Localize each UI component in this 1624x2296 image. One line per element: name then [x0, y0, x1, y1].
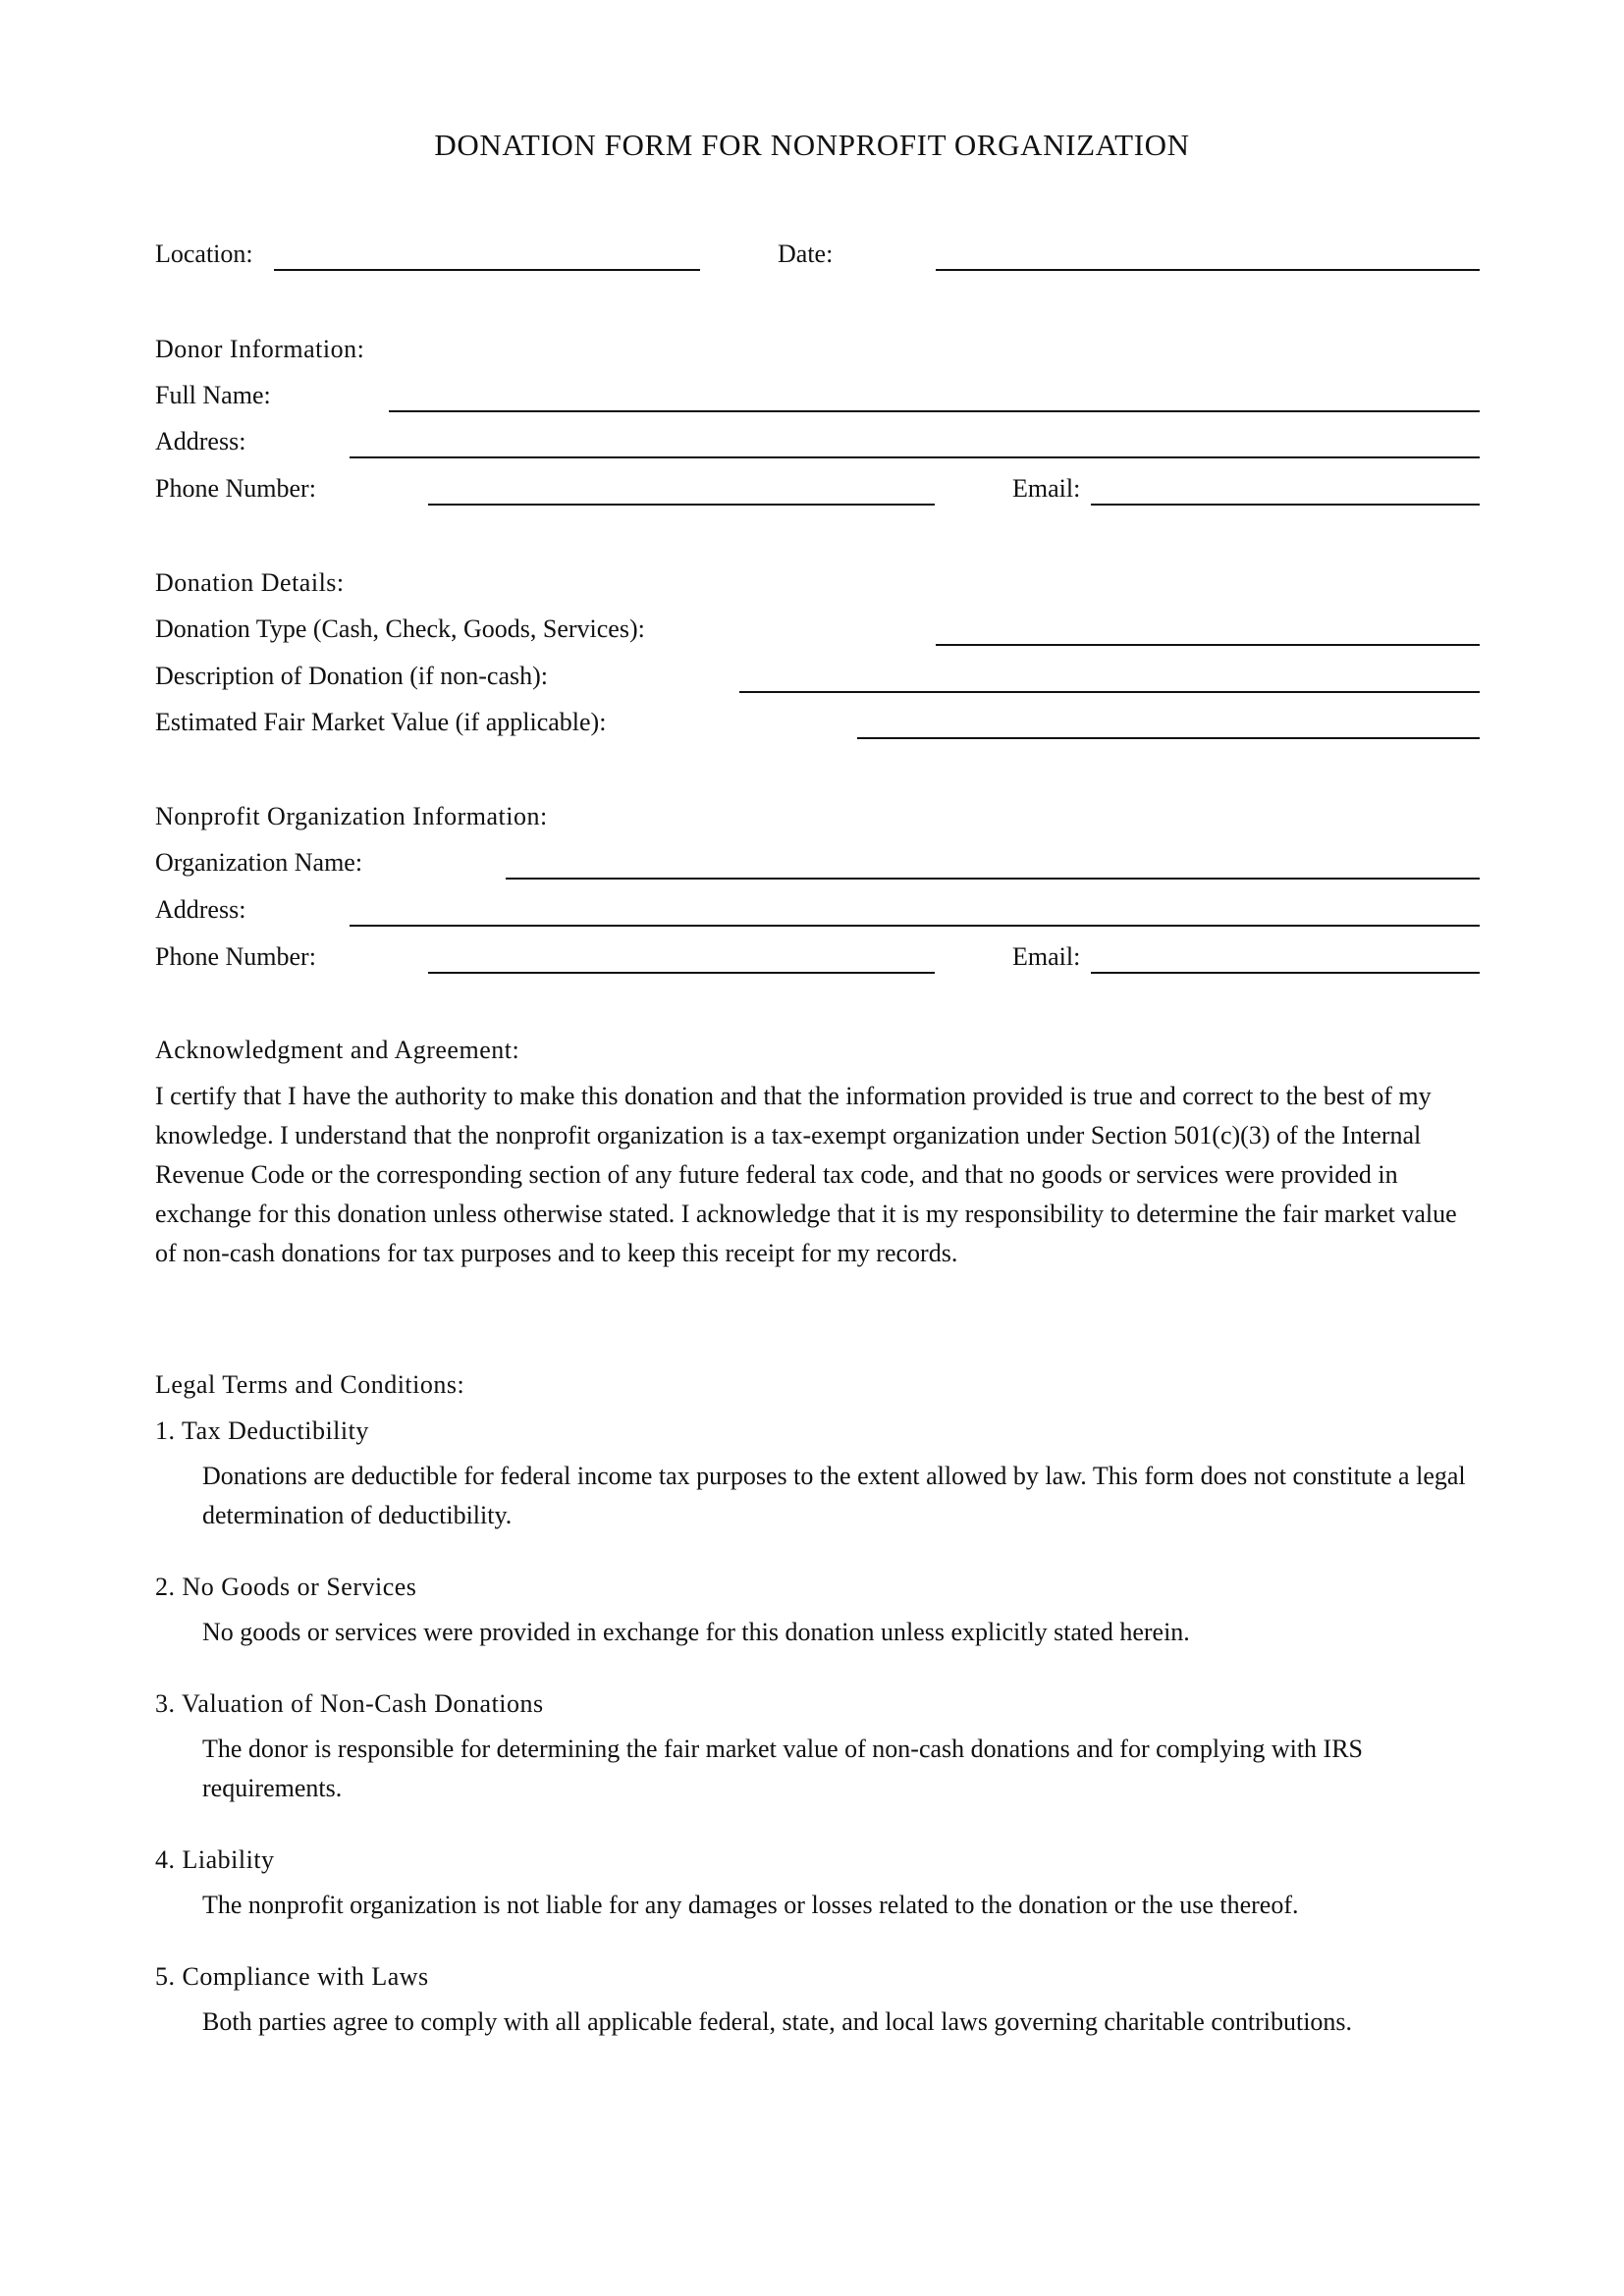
term-body: Donations are deductible for federal income tax purposes to the extent allowed by law. This form does not constitute a legal determination of deductibility. — [202, 1462, 1466, 1529]
donor-address-field[interactable] — [350, 456, 1480, 458]
donation-description-field[interactable] — [739, 691, 1480, 693]
fair-market-value-label: Estimated Fair Market Value (if applicable): — [155, 708, 607, 736]
term-title: 3. Valuation of Non-Cash Donations — [155, 1689, 544, 1718]
date-field[interactable] — [936, 269, 1480, 271]
organization-information-heading: Nonprofit Organization Information: — [155, 802, 548, 830]
term-title: 2. No Goods or Services — [155, 1573, 417, 1601]
acknowledgment-text: I certify that I have the authority to make this donation and that the information provided is true and correct to the best of my knowledge. I understand that the nonprofit organization is a tax-exempt organization under Section 501(c)(3) of the Internal Revenue Code or the corresponding section of any future federal tax code, and that no goods or services were provided in exchange for this donation unless otherwise stated. I acknowledge that it is my responsibility to determine the fair market value of non-cash donations for tax purposes and to keep this receipt for my records. — [155, 1082, 1457, 1267]
donor-email-label: Email: — [1012, 474, 1081, 503]
term-body: The nonprofit organization is not liable for any damages or losses related to the donation or the use thereof. — [202, 1891, 1299, 1919]
location-field[interactable] — [274, 269, 700, 271]
donation-description-label: Description of Donation (if non-cash): — [155, 662, 549, 690]
donor-full-name-label: Full Name: — [155, 381, 271, 409]
donation-type-label: Donation Type (Cash, Check, Goods, Services): — [155, 614, 645, 643]
legal-terms-heading: Legal Terms and Conditions: — [155, 1370, 465, 1399]
organization-email-field[interactable] — [1091, 972, 1480, 974]
donor-information-heading: Donor Information: — [155, 335, 365, 363]
form-title: DONATION FORM FOR NONPROFIT ORGANIZATION — [434, 128, 1190, 162]
organization-address-label: Address: — [155, 895, 246, 924]
organization-address-field[interactable] — [350, 925, 1480, 927]
organization-name-field[interactable] — [506, 878, 1480, 880]
organization-phone-field[interactable] — [428, 972, 935, 974]
term-title: 5. Compliance with Laws — [155, 1962, 429, 1991]
term-title: 4. Liability — [155, 1845, 275, 1874]
donor-full-name-field[interactable] — [389, 410, 1480, 412]
donation-details-heading: Donation Details: — [155, 568, 345, 597]
organization-email-label: Email: — [1012, 942, 1081, 971]
donor-phone-label: Phone Number: — [155, 474, 316, 503]
donation-type-field[interactable] — [936, 644, 1480, 646]
location-label: Location: — [155, 240, 253, 268]
acknowledgment-heading: Acknowledgment and Agreement: — [155, 1036, 520, 1064]
term-body: The donor is responsible for determining the fair market value of non-cash donations and for complying with IRS requirements. — [202, 1735, 1363, 1802]
organization-name-label: Organization Name: — [155, 848, 363, 877]
fair-market-value-field[interactable] — [857, 737, 1480, 739]
organization-phone-label: Phone Number: — [155, 942, 316, 971]
donor-address-label: Address: — [155, 427, 246, 455]
donor-phone-field[interactable] — [428, 504, 935, 506]
donor-email-field[interactable] — [1091, 504, 1480, 506]
date-label: Date: — [778, 240, 834, 268]
term-body: Both parties agree to comply with all applicable federal, state, and local laws governing charitable contributions. — [202, 2007, 1353, 2036]
term-body: No goods or services were provided in exchange for this donation unless explicitly stated herein. — [202, 1618, 1190, 1646]
term-title: 1. Tax Deductibility — [155, 1416, 369, 1445]
